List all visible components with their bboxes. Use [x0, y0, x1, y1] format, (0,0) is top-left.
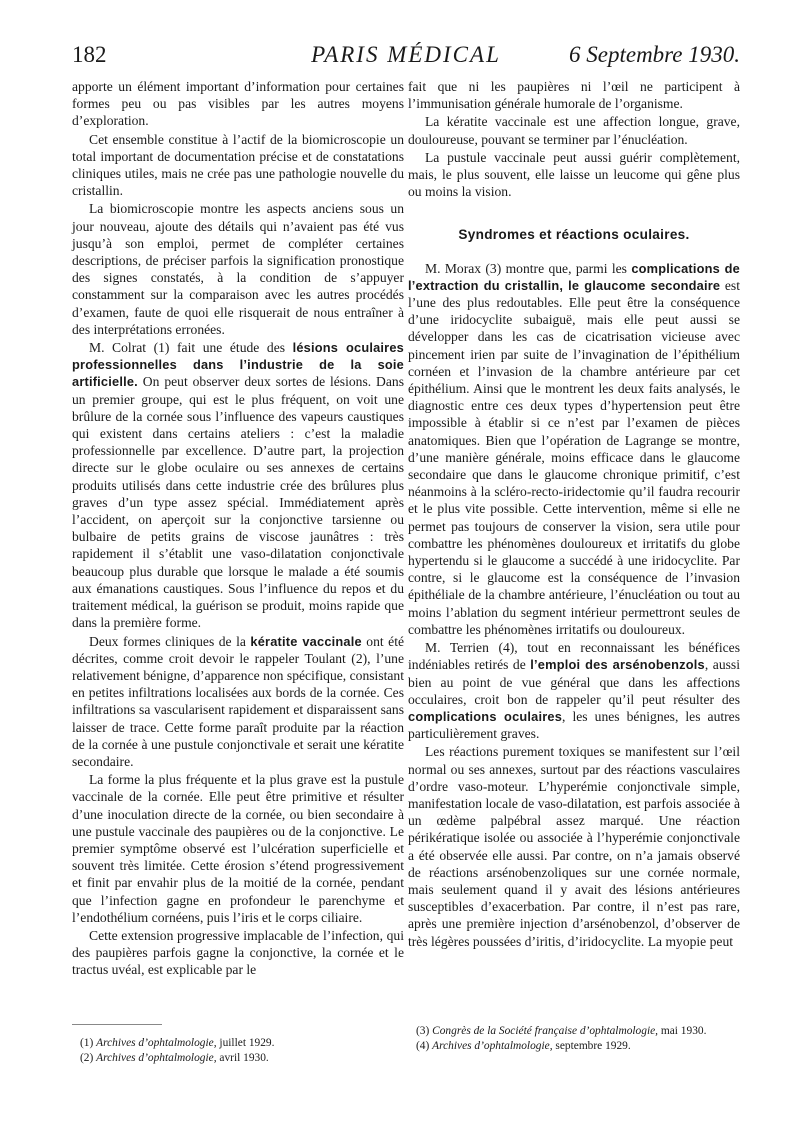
footnote-date: septembre 1929.: [552, 1039, 631, 1052]
paragraph: [72, 633, 404, 771]
issue-date: 6 Septembre 1930.: [569, 42, 740, 67]
footnote: [72, 1051, 404, 1066]
bold-topic: kératite vaccinale: [250, 633, 362, 649]
paragraph-text: , les unes bénignes, les autres particulièrement graves.: [408, 708, 741, 742]
paragraph-text: M. Morax (3) montre que, parmi les: [425, 260, 632, 276]
footnote-source: Archives d’ophtalmologie,: [432, 1039, 553, 1052]
footnote: [72, 1036, 404, 1051]
bold-topic: complications oculaires: [408, 708, 563, 724]
paragraph: La kératite vaccinale est une affection longue, grave, douloureuse, pouvant se terminer par l’énucléation.: [408, 114, 740, 147]
bold-topic: lésions oculaires professionnelles dans l’industrie de la soie artificielle.: [72, 340, 404, 390]
paragraph: La pustule vaccinale peut aussi guérir complètement, mais, le plus souvent, elle laisse un leucome qui gêne plus ou moins la vision.: [408, 149, 740, 200]
footnote-source: Congrès de la Société française d’ophtalmologie,: [432, 1025, 659, 1037]
paragraph: apporte un élément important d’information pour certaines formes peu ou pas visibles par les autres moyens d’exploration.: [72, 79, 404, 129]
footnote-number: (3): [416, 1025, 433, 1037]
footnote: [408, 1024, 740, 1039]
paragraph-text: Deux formes cliniques de la: [89, 633, 251, 649]
paragraph-text: M. Terrien (4), tout en reconnaissant les bénéfices indéniables retirés de: [408, 640, 740, 673]
paragraph: [72, 339, 404, 631]
paragraph: La forme la plus fréquente et la plus grave est la pustule vaccinale de la cornée. Elle peut être primitive et résulter d’une inoculation directe de la cornée, ou bien secondaire à une pustule vaccinale des paupières ou de la conjonctive. Le premier symptôme observé est l’ulcération superficielle et souvent très limitée. Cette érosion s’étend progressivement et finit par envahir plus de la moitié de la cornée, pendant que l’infection gagne en profondeur le parenchyme et l’endothélium cornéens, puis l’iris et le corps ciliaire.: [72, 772, 404, 925]
paragraph: fait que ni les paupières ni l’œil ne participent à l’immunisation générale humorale de l’organisme.: [408, 79, 740, 112]
footnote-number: (2): [80, 1051, 97, 1064]
footnote: [408, 1039, 740, 1054]
paragraph-text: ont été décrites, comme croit devoir le rappeler Toulant (2), l’une relativement bénigne, d’apparence non spécifique, consistant en petites infiltrations localisées aux bords de la cornée. Ces infiltrations sa vascularisent rapidement et disparaissent sans laisser de trace. Cette forme paraît produite par la réaction de la cornée à une pustule conjonctivale et serait une kératite secondaire.: [72, 633, 405, 769]
paragraph-text: est l’une des plus redoutables. Elle peut être la conséquence d’une iridocyclite subaiguë, mais elle peut aussi se développer dans les cas de cicatrisation vicieuse avec pincement irien par suite de l’invagination de l’épithélium cornéen et l’invasion de la chambre antérieure par cet épithélium. Ainsi que le montrent les deux faits analysés, le diagnostic entre ces deux types d’hypertension peut être impossible à établir si ce n’est par l’examen de pièces anatomiques. Bien que l’opération de Lagrange se montre, d’une manière générale, moins efficace dans le glaucome secondaire que dans le glaucome chronique primitif, c’est néanmoins à la scléro-recto-iridectomie qu’il faudra recourir et le plus vite possible. Cette intervention, même si elle ne permet pas toujours de conserver la vision, sera utile pour combattre les phénomènes douloureux et irritatifs du globe hypertendu si le glaucome a succédé à une iridocyclite. Par contre, si le glaucome est la conséquence de l’invasion épithéliale de la chambre antérieure, l’énucléation ou tout au moins l’ablation du segment intérieur permettront seules de combattre les phénomènes irritatifs ou douloureux.: [408, 277, 740, 637]
page-number: 182: [72, 42, 107, 67]
section-heading: Syndromes et réactions oculaires.: [458, 227, 690, 243]
footnote-source: Archives d’ophtalmologie,: [96, 1037, 217, 1049]
footnote-source: Archives d’ophtalmologie,: [96, 1051, 217, 1064]
page-header: [72, 40, 740, 80]
paragraph: [408, 639, 740, 742]
footnote-date: mai 1930.: [658, 1025, 707, 1037]
paragraph-text: On peut observer deux sortes de lésions. Dans un premier groupe, qui est le plus fréquent, on voit une brûlure de la cornée sous l’influence des vapeurs caustiques qui existent dans certains ateliers : c’est la maladie professionnelle par excellence. D’autre part, la projection directe sur le globe oculaire ou ses annexes de certains produits utilisés dans cette industrie crée des brûlures plus graves d’un type assez spécial. Immédiatement après l’accident, on aperçoit sur la conjonctive tarsienne ou bulbaire de petits grains de viscose jaunâtres : très rapidement il s’établit une vaso-dilatation conjonctivale beaucoup plus durable que lorsque le malade a été soumis aux émanations caustiques. Sous l’influence du repos et du traitement médical, la guérison se produit, moins rapide que dans la première forme.: [72, 374, 404, 631]
paragraph-text: M. Colrat (1) fait une étude des: [89, 340, 293, 356]
right-column: [408, 78, 740, 951]
footnotes-left: [72, 1036, 404, 1065]
paragraph: Cette extension progressive implacable de l’infection, qui des paupières parfois gagne la conjonctive, la cornée et le tractus uvéal, est explicable par le: [72, 927, 404, 978]
footnotes-right: [408, 1024, 740, 1053]
bold-topic: l’emploi des arsénobenzols: [530, 657, 705, 673]
footnote-number: (4): [416, 1039, 433, 1052]
paragraph-text: , aussi bien au point de vue général que dans les affections occulaires, croit bon de rappeler qu’il peut résulter des: [408, 657, 740, 707]
paragraph: [408, 260, 740, 638]
bold-topic: complications de l’extraction du cristallin, le glaucome secondaire: [408, 260, 740, 293]
paragraph: Cet ensemble constitue à l’actif de la biomicroscopie un total important de documentation précise et de constatations cliniques utiles, mais ne crée pas une pathologie nouvelle du cristallin.: [72, 131, 404, 199]
left-column: [72, 78, 404, 980]
footnote-date: juillet 1929.: [216, 1037, 275, 1049]
paragraph: La biomicroscopie montre les aspects anciens sous un jour nouveau, ajoute des détails qui n’avaient pas été vus jusqu’à son emploi, permet de compléter certaines descriptions, de préciser parfois la signification pronostique des signes constatés, à la condition de s’appuyer constamment sur la comparaison avec les autres procédés d’examen, faute de quoi elle risquerait de nous entraîner à des interprétations erronées.: [72, 201, 404, 337]
footnote-divider: [72, 1024, 162, 1025]
footnote-date: avril 1930.: [216, 1051, 269, 1064]
paragraph: Les réactions purement toxiques se manifestent sur l’œil normal ou ses annexes, surtout par des réactions vasculaires d’ordre vaso-moteur. L’hyperémie conjonctivale simple, manifestation locale de vaso-dilatation, est parfois associée à un œdème palpébral assez marqué. Une réaction périkératique isolée ou associée à l’hyperémie conjonctivale a été observée elle aussi. Par contre, on n’a jamais observé de réactions arsénobenzoliques sur une cornée normale, mais seulement quand il y avait des lésions antérieures susceptibles d’exacerbation. Par contre, il n’est pas rare, après une première injection d’arsénobenzol, d’observer de très légères poussées d’iritis, d’iridocyclite. La myopie peut: [408, 744, 740, 949]
journal-title: PARIS MÉDICAL: [311, 42, 501, 67]
footnote-number: (1): [80, 1037, 97, 1049]
